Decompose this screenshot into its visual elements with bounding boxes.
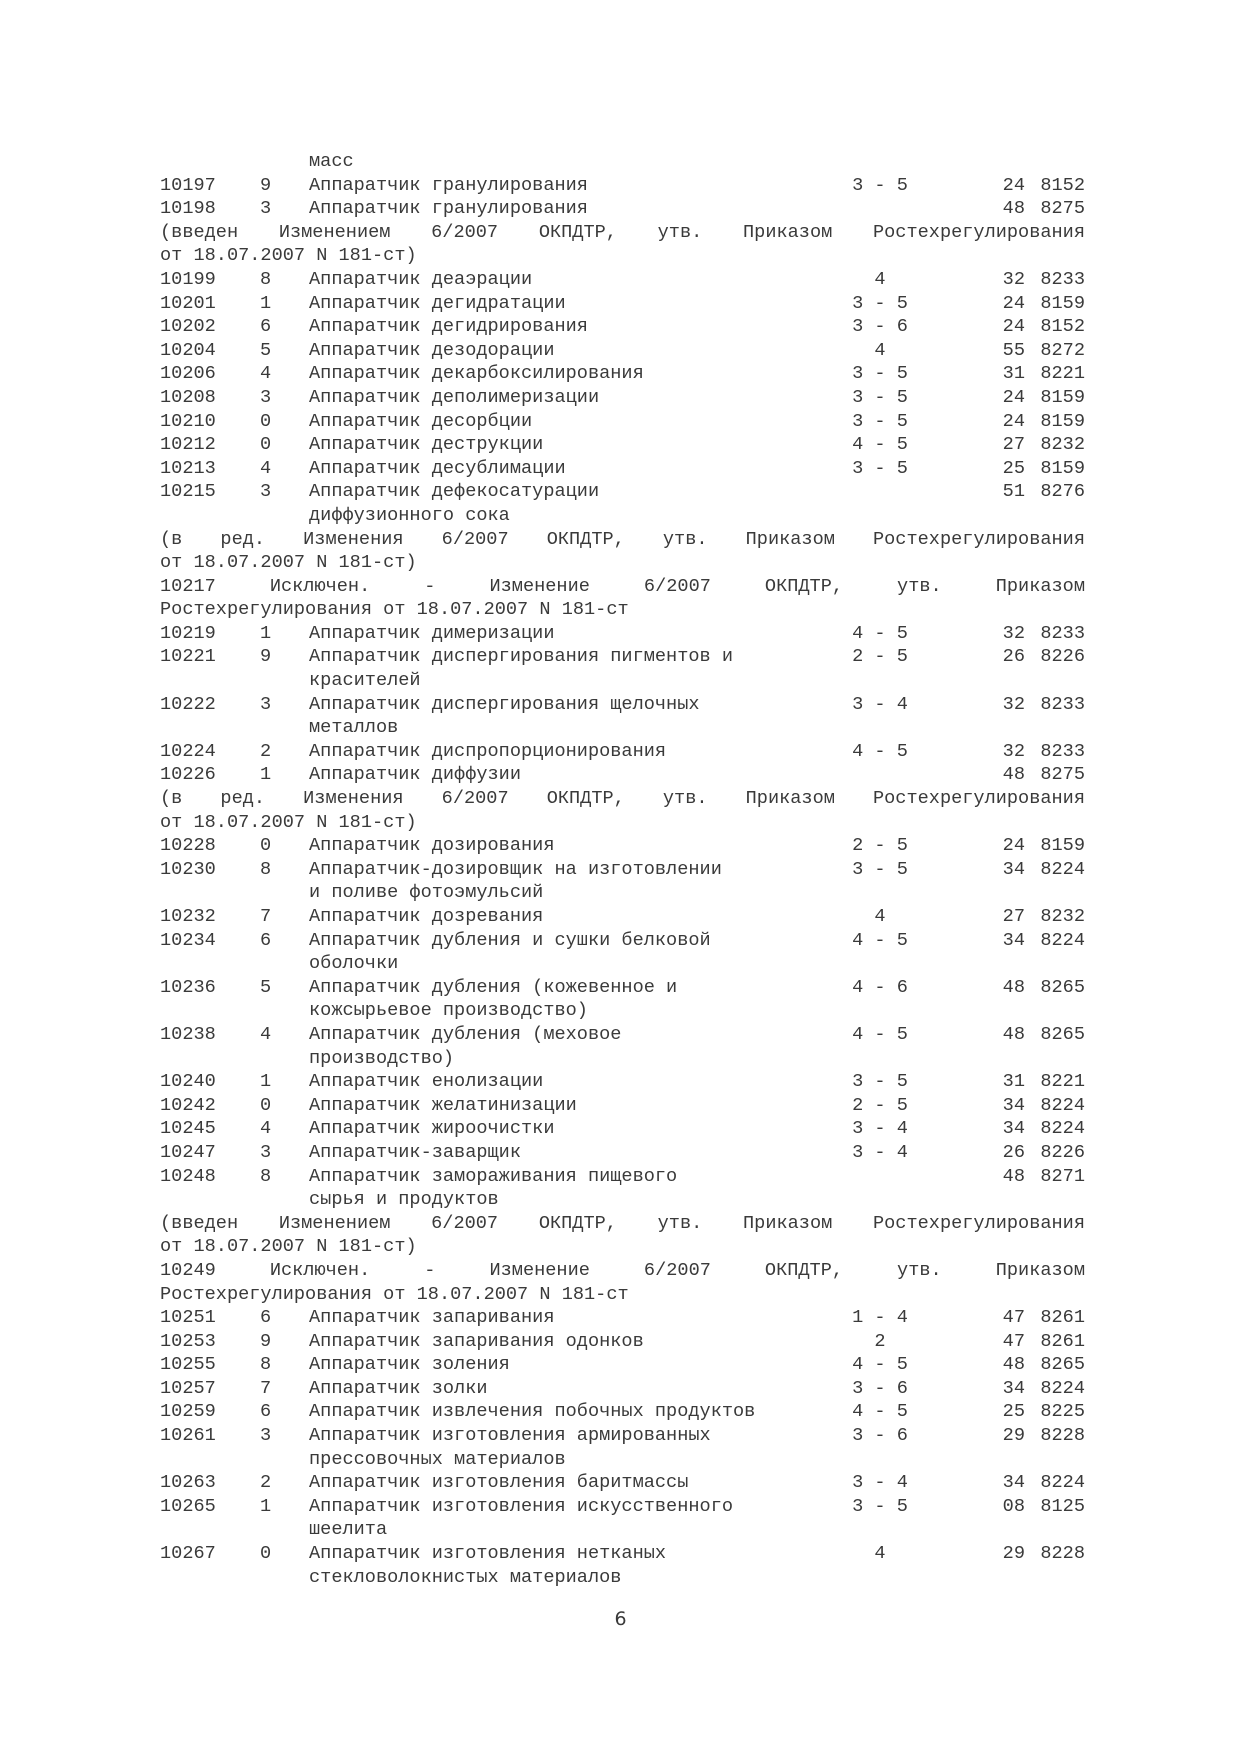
etks-issue: 34 — [1002, 929, 1025, 951]
grade-range: 3 - 5 — [852, 292, 908, 314]
okz-code: 8159 — [1040, 457, 1085, 479]
etks-issue: 55 — [1002, 339, 1025, 361]
control-number: 7 — [260, 906, 272, 927]
name-continuation — [160, 1188, 1085, 1212]
amendment-note-line: (введен Изменением 6/2007 ОКПДТР, утв. Приказом Ростехрегулирования — [160, 221, 1085, 243]
grade-range: 4 - 5 — [852, 1401, 908, 1423]
profession-code: 10247 — [160, 1141, 216, 1163]
profession-name-continued: производство) — [309, 1047, 455, 1069]
table-row — [160, 1094, 1085, 1118]
okz-code: 8224 — [1040, 1118, 1085, 1140]
table-row — [160, 1542, 1085, 1566]
table-row — [160, 645, 1085, 669]
profession-code: 10219 — [160, 622, 216, 644]
control-number: 8 — [260, 268, 272, 290]
table-row — [160, 315, 1085, 339]
grade-range: 3 - 4 — [852, 1472, 908, 1494]
etks-issue: 27 — [1002, 434, 1025, 456]
control-number: 6 — [260, 929, 272, 951]
table-row — [160, 858, 1085, 882]
profession-code: 10202 — [160, 316, 216, 338]
profession-name: Аппаратчик диспергирования пигментов и — [309, 646, 734, 668]
etks-issue: 48 — [1002, 1023, 1025, 1045]
control-number: 3 — [260, 1141, 272, 1163]
name-continuation — [160, 1518, 1085, 1542]
document-body — [160, 150, 1085, 1589]
okz-code: 8225 — [1040, 1401, 1085, 1423]
okz-code: 8224 — [1040, 1472, 1085, 1494]
profession-name-continued: масс — [309, 151, 354, 172]
etks-issue: 24 — [1002, 410, 1025, 432]
profession-name: Аппаратчик дегидратации — [309, 292, 566, 314]
control-number: 5 — [260, 976, 272, 998]
name-continuation — [160, 669, 1085, 693]
profession-name: Аппаратчик диспергирования щелочных — [309, 693, 700, 715]
profession-name: Аппаратчик-заварщик — [309, 1141, 522, 1163]
profession-name: Аппаратчик запаривания одонков — [309, 1330, 644, 1352]
profession-code: 10221 — [160, 646, 216, 668]
profession-code: 10255 — [160, 1354, 216, 1376]
etks-issue: 48 — [1002, 1165, 1025, 1187]
table-row — [160, 1471, 1085, 1495]
etks-issue: 48 — [1002, 1354, 1025, 1376]
profession-name: Аппаратчик дозирования — [309, 835, 555, 857]
okz-code: 8159 — [1040, 292, 1085, 314]
okz-code: 8233 — [1040, 740, 1085, 762]
profession-name: Аппаратчик гранулирования — [309, 198, 588, 220]
okz-code: 8265 — [1040, 1023, 1085, 1045]
profession-code: 10248 — [160, 1165, 216, 1187]
grade-range: 3 - 5 — [852, 1495, 908, 1517]
control-number: 2 — [260, 740, 272, 762]
okz-code: 8125 — [1040, 1495, 1085, 1517]
grade-range: 4 - 5 — [852, 1354, 908, 1376]
table-row — [160, 410, 1085, 434]
profession-code: 10230 — [160, 858, 216, 880]
table-row — [160, 1330, 1085, 1354]
etks-issue: 24 — [1002, 316, 1025, 338]
profession-code: 10212 — [160, 434, 216, 456]
profession-name: Аппаратчик замораживания пищевого — [309, 1165, 678, 1187]
amendment-note-line: (введен Изменением 6/2007 ОКПДТР, утв. Приказом Ростехрегулирования — [160, 1212, 1085, 1234]
profession-name: Аппаратчик диспропорционирования — [309, 740, 667, 762]
profession-name: Аппаратчик желатинизации — [309, 1094, 577, 1116]
control-number: 7 — [260, 1377, 272, 1399]
profession-name: Аппаратчик деаэрации — [309, 268, 533, 290]
table-row — [160, 693, 1085, 717]
profession-name-continued: металлов — [309, 717, 399, 739]
okz-code: 8159 — [1040, 386, 1085, 408]
okz-code: 8265 — [1040, 1354, 1085, 1376]
profession-code: 10259 — [160, 1401, 216, 1423]
etks-issue: 26 — [1002, 646, 1025, 668]
okz-code: 8224 — [1040, 1377, 1085, 1399]
profession-name-continued: красителей — [309, 670, 421, 692]
control-number: 4 — [260, 457, 272, 479]
etks-issue: 31 — [1002, 1071, 1025, 1093]
grade-range: 4 — [874, 906, 886, 927]
table-row — [160, 976, 1085, 1000]
page-number: 6 — [614, 1608, 627, 1630]
table-row — [160, 1377, 1085, 1401]
profession-code: 10228 — [160, 835, 216, 857]
control-number: 4 — [260, 1118, 272, 1140]
grade-range: 3 - 5 — [852, 363, 908, 385]
okz-code: 8233 — [1040, 622, 1085, 644]
table-row — [160, 362, 1085, 386]
profession-name: Аппаратчик декарбоксилирования — [309, 363, 644, 385]
name-continuation — [160, 999, 1085, 1023]
okz-code: 8221 — [1040, 363, 1085, 385]
okz-code: 8224 — [1040, 858, 1085, 880]
profession-name: Аппаратчик дозревания — [309, 906, 544, 927]
profession-code: 10236 — [160, 976, 216, 998]
profession-name: Аппаратчик деполимеризации — [309, 386, 600, 408]
grade-range: 4 - 5 — [852, 740, 908, 762]
control-number: 8 — [260, 1354, 272, 1376]
etks-issue: 25 — [1002, 1401, 1025, 1423]
etks-issue: 24 — [1002, 835, 1025, 857]
profession-name: Аппаратчик жироочистки — [309, 1118, 555, 1140]
table-row — [160, 1424, 1085, 1448]
etks-issue: 48 — [1002, 764, 1025, 786]
profession-name: Аппаратчик димеризации — [309, 622, 555, 644]
etks-issue: 24 — [1002, 292, 1025, 314]
profession-code: 10267 — [160, 1543, 216, 1565]
etks-issue: 32 — [1002, 693, 1025, 715]
table-row — [160, 905, 1085, 929]
profession-name: Аппаратчик дубления (меховое — [309, 1023, 622, 1045]
grade-range: 4 — [874, 339, 886, 361]
name-continuation — [160, 952, 1085, 976]
table-row — [160, 292, 1085, 316]
profession-code: 10198 — [160, 198, 216, 220]
okz-code: 8232 — [1040, 434, 1085, 456]
amendment-note-line: 10249 Исключен. - Изменение 6/2007 ОКПДТР, утв. Приказом — [160, 1259, 1085, 1281]
table-row — [160, 622, 1085, 646]
amendment-note-line: от 18.07.2007 N 181-ст) — [160, 552, 417, 574]
table-row — [160, 1165, 1085, 1189]
profession-code: 10208 — [160, 386, 216, 408]
amendment-note-line: от 18.07.2007 N 181-ст) — [160, 245, 417, 267]
table-row — [160, 1353, 1085, 1377]
control-number: 3 — [260, 693, 272, 715]
grade-range: 4 - 6 — [852, 976, 908, 998]
etks-issue: 34 — [1002, 1472, 1025, 1494]
table-row — [160, 197, 1085, 221]
control-number: 3 — [260, 1425, 272, 1447]
profession-name: Аппаратчик извлечения побочных продуктов — [309, 1401, 756, 1423]
profession-code: 10232 — [160, 906, 216, 927]
table-row — [160, 834, 1085, 858]
control-number: 8 — [260, 858, 272, 880]
etks-issue: 32 — [1002, 268, 1025, 290]
profession-name: Аппаратчик енолизации — [309, 1071, 544, 1093]
etks-issue: 51 — [1002, 481, 1025, 503]
profession-name: Аппаратчик изготовления баритмассы — [309, 1472, 689, 1494]
table-row — [160, 480, 1085, 504]
table-row — [160, 763, 1085, 787]
control-number: 6 — [260, 1307, 272, 1329]
name-continuation — [160, 881, 1085, 905]
control-number: 3 — [260, 198, 272, 220]
profession-name-continued: кожсырьевое производство) — [309, 1000, 588, 1022]
profession-name-continued: сырья и продуктов — [309, 1189, 499, 1211]
name-continuation — [160, 504, 1085, 528]
grade-range: 2 - 5 — [852, 835, 908, 857]
name-continuation — [160, 1448, 1085, 1472]
profession-name: Аппаратчик дезодорации — [309, 339, 555, 361]
okz-code: 8276 — [1040, 481, 1085, 503]
grade-range: 3 - 5 — [852, 858, 908, 880]
control-number: 0 — [260, 434, 272, 456]
profession-code: 10263 — [160, 1472, 216, 1494]
etks-issue: 27 — [1002, 906, 1025, 927]
control-number: 0 — [260, 835, 272, 857]
profession-name: Аппаратчик гранулирования — [309, 174, 588, 196]
table-row — [160, 174, 1085, 198]
control-number: 1 — [260, 1495, 272, 1517]
grade-range: 4 - 5 — [852, 622, 908, 644]
grade-range: 3 - 4 — [852, 1141, 908, 1163]
profession-name-continued: прессовочных материалов — [309, 1448, 566, 1470]
okz-code: 8226 — [1040, 646, 1085, 668]
profession-code: 10245 — [160, 1118, 216, 1140]
grade-range: 3 - 6 — [852, 1425, 908, 1447]
table-row — [160, 740, 1085, 764]
etks-issue: 29 — [1002, 1543, 1025, 1565]
grade-range: 3 - 4 — [852, 1118, 908, 1140]
control-number: 1 — [260, 764, 272, 786]
grade-range: 3 - 4 — [852, 693, 908, 715]
okz-code: 8224 — [1040, 1094, 1085, 1116]
okz-code: 8226 — [1040, 1141, 1085, 1163]
okz-code: 8275 — [1040, 198, 1085, 220]
profession-name-continued: диффузионного сока — [309, 504, 510, 526]
table-row — [160, 268, 1085, 292]
okz-code: 8233 — [1040, 268, 1085, 290]
okz-code: 8272 — [1040, 339, 1085, 361]
control-number: 5 — [260, 339, 272, 361]
etks-issue: 34 — [1002, 1377, 1025, 1399]
profession-code: 10213 — [160, 457, 216, 479]
profession-code: 10242 — [160, 1094, 216, 1116]
profession-code: 10265 — [160, 1495, 216, 1517]
grade-range: 4 — [874, 268, 886, 290]
profession-name: Аппаратчик дубления и сушки белковой — [309, 929, 711, 951]
control-number: 1 — [260, 292, 272, 314]
control-number: 8 — [260, 1165, 272, 1187]
name-continuation — [160, 1566, 1085, 1590]
profession-code: 10215 — [160, 481, 216, 503]
okz-code: 8221 — [1040, 1071, 1085, 1093]
profession-code: 10206 — [160, 363, 216, 385]
etks-issue: 32 — [1002, 622, 1025, 644]
control-number: 4 — [260, 1023, 272, 1045]
table-row — [160, 433, 1085, 457]
amendment-note-line: Ростехрегулирования от 18.07.2007 N 181-ст — [160, 1283, 629, 1305]
profession-name: Аппаратчик золки — [309, 1377, 488, 1399]
okz-code: 8228 — [1040, 1425, 1085, 1447]
table-row — [160, 457, 1085, 481]
control-number: 9 — [260, 174, 272, 196]
profession-code: 10226 — [160, 764, 216, 786]
grade-range: 2 — [874, 1330, 886, 1352]
grade-range: 3 - 5 — [852, 410, 908, 432]
control-number: 0 — [260, 1094, 272, 1116]
profession-code: 10201 — [160, 292, 216, 314]
okz-code: 8233 — [1040, 693, 1085, 715]
profession-name: Аппаратчик дегидрирования — [309, 316, 588, 338]
okz-code: 8152 — [1040, 316, 1085, 338]
profession-name-continued: стекловолокнистых материалов — [309, 1566, 622, 1588]
profession-name: Аппаратчик-дозировщик на изготовлении — [309, 858, 722, 880]
profession-code: 10234 — [160, 929, 216, 951]
etks-issue: 48 — [1002, 976, 1025, 998]
control-number: 0 — [260, 410, 272, 432]
etks-issue: 08 — [1002, 1495, 1025, 1517]
profession-name: Аппаратчик запаривания — [309, 1307, 555, 1329]
okz-code: 8265 — [1040, 976, 1085, 998]
profession-code: 10222 — [160, 693, 216, 715]
amendment-note-line: (в ред. Изменения 6/2007 ОКПДТР, утв. Приказом Ростехрегулирования — [160, 788, 1085, 810]
control-number: 1 — [260, 622, 272, 644]
etks-issue: 34 — [1002, 1118, 1025, 1140]
grade-range: 2 - 5 — [852, 1094, 908, 1116]
grade-range: 3 - 5 — [852, 386, 908, 408]
etks-issue: 25 — [1002, 457, 1025, 479]
etks-issue: 26 — [1002, 1141, 1025, 1163]
etks-issue: 34 — [1002, 1094, 1025, 1116]
profession-name: Аппаратчик изготовления искусственного — [309, 1495, 734, 1517]
control-number: 9 — [260, 646, 272, 668]
grade-range: 3 - 5 — [852, 1071, 908, 1093]
control-number: 6 — [260, 1401, 272, 1423]
profession-code: 10261 — [160, 1425, 216, 1447]
okz-code: 8261 — [1040, 1330, 1085, 1352]
profession-code: 10224 — [160, 740, 216, 762]
amendment-note-line: (в ред. Изменения 6/2007 ОКПДТР, утв. Приказом Ростехрегулирования — [160, 528, 1085, 550]
amendment-note-line: Ростехрегулирования от 18.07.2007 N 181-ст — [160, 599, 629, 621]
control-number: 6 — [260, 316, 272, 338]
grade-range: 3 - 5 — [852, 457, 908, 479]
okz-code: 8261 — [1040, 1307, 1085, 1329]
profession-name: Аппаратчик золения — [309, 1354, 510, 1376]
amendment-note-line: от 18.07.2007 N 181-ст) — [160, 1236, 417, 1258]
okz-code: 8159 — [1040, 835, 1085, 857]
name-continuation — [160, 1047, 1085, 1071]
profession-code: 10238 — [160, 1023, 216, 1045]
control-number: 4 — [260, 363, 272, 385]
etks-issue: 31 — [1002, 363, 1025, 385]
grade-range: 1 - 4 — [852, 1307, 908, 1329]
etks-issue: 32 — [1002, 740, 1025, 762]
name-continuation — [160, 716, 1085, 740]
grade-range: 4 - 5 — [852, 434, 908, 456]
etks-issue: 24 — [1002, 174, 1025, 196]
etks-issue: 48 — [1002, 198, 1025, 220]
etks-issue: 29 — [1002, 1425, 1025, 1447]
profession-name: Аппаратчик диффузии — [309, 764, 522, 786]
table-row — [160, 1023, 1085, 1047]
grade-range: 4 — [874, 1543, 886, 1565]
okz-code: 8271 — [1040, 1165, 1085, 1187]
grade-range: 3 - 6 — [852, 316, 908, 338]
profession-code: 10204 — [160, 339, 216, 361]
profession-name-continued: оболочки — [309, 953, 399, 975]
etks-issue: 47 — [1002, 1330, 1025, 1352]
etks-issue: 47 — [1002, 1307, 1025, 1329]
profession-name-continued: и поливе фотоэмульсий — [309, 882, 544, 904]
amendment-note-line: от 18.07.2007 N 181-ст) — [160, 811, 417, 833]
profession-code: 10257 — [160, 1377, 216, 1399]
grade-range: 4 - 5 — [852, 929, 908, 951]
amendment-note-line: 10217 Исключен. - Изменение 6/2007 ОКПДТР, утв. Приказом — [160, 575, 1085, 597]
control-number: 2 — [260, 1472, 272, 1494]
okz-code: 8224 — [1040, 929, 1085, 951]
etks-issue: 24 — [1002, 386, 1025, 408]
profession-code: 10197 — [160, 174, 216, 196]
grade-range: 4 - 5 — [852, 1023, 908, 1045]
control-number: 1 — [260, 1071, 272, 1093]
control-number: 0 — [260, 1543, 272, 1565]
grade-range: 3 - 6 — [852, 1377, 908, 1399]
profession-code: 10253 — [160, 1330, 216, 1352]
okz-code: 8275 — [1040, 764, 1085, 786]
table-row — [160, 1400, 1085, 1424]
table-row — [160, 1495, 1085, 1519]
table-row — [160, 1141, 1085, 1165]
table-row — [160, 386, 1085, 410]
profession-name: Аппаратчик дефекосатурации — [309, 481, 600, 503]
name-continuation — [160, 150, 1085, 174]
profession-code: 10251 — [160, 1307, 216, 1329]
okz-code: 8232 — [1040, 906, 1085, 927]
table-row — [160, 929, 1085, 953]
okz-code: 8152 — [1040, 174, 1085, 196]
grade-range: 2 - 5 — [852, 646, 908, 668]
etks-issue: 34 — [1002, 858, 1025, 880]
grade-range: 3 - 5 — [852, 174, 908, 196]
table-row — [160, 1117, 1085, 1141]
profession-name: Аппаратчик изготовления нетканых — [309, 1543, 667, 1565]
profession-code: 10199 — [160, 268, 216, 290]
okz-code: 8159 — [1040, 410, 1085, 432]
table-row — [160, 1070, 1085, 1094]
profession-name: Аппаратчик десублимации — [309, 457, 566, 479]
control-number: 9 — [260, 1330, 272, 1352]
control-number: 3 — [260, 386, 272, 408]
profession-name: Аппаратчик дубления (кожевенное и — [309, 976, 678, 998]
table-row — [160, 339, 1085, 363]
profession-name: Аппаратчик десорбции — [309, 410, 533, 432]
okz-code: 8228 — [1040, 1543, 1085, 1565]
profession-code: 10240 — [160, 1071, 216, 1093]
profession-name: Аппаратчик изготовления армированных — [309, 1425, 711, 1447]
table-row — [160, 1306, 1085, 1330]
profession-name: Аппаратчик деструкции — [309, 434, 544, 456]
profession-name-continued: шеелита — [309, 1519, 388, 1541]
profession-code: 10210 — [160, 410, 216, 432]
control-number: 3 — [260, 481, 272, 503]
